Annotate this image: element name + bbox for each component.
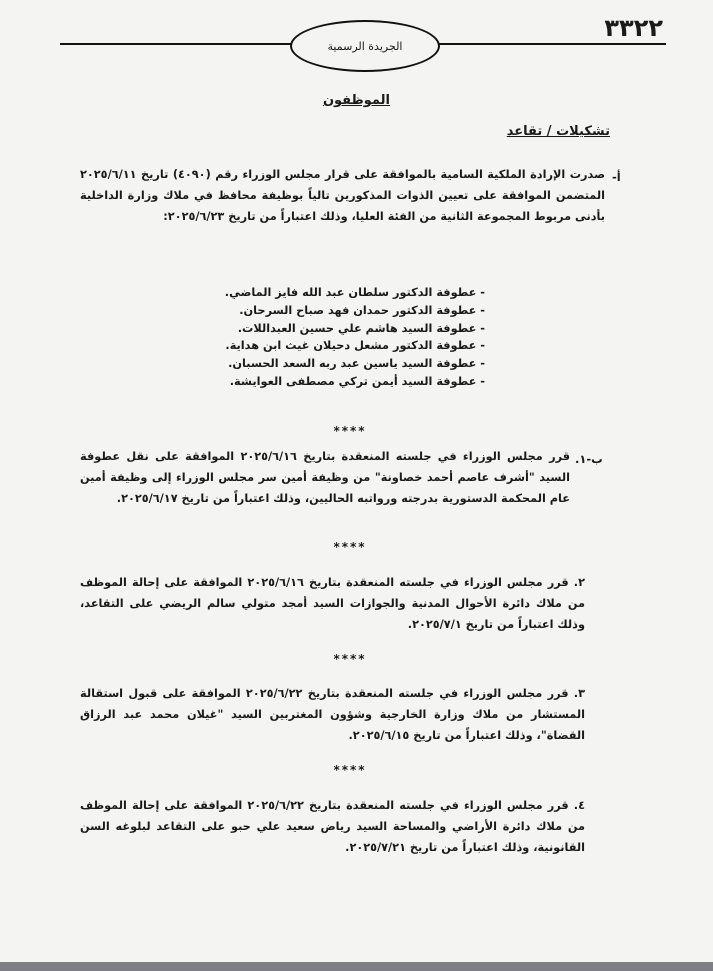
list-item: - عطوفة الدكتور سلطان عبد الله فايز الماضي. — [224, 286, 485, 299]
item-2-text: ٢. قرر مجلس الوزراء في جلسته المنعقدة بتاريخ ٢٠٢٥/٦/١٦ الموافقة على إحالة الموظف من ملاك دائرة الأحوال المدنية والجوازات السيد أمجد متولي سالم الريضي على التقاعد، وذلك اعتباراً من تاريخ ٢٠٢٥/٧/١. — [80, 576, 585, 631]
list-item: - عطوفة السيد هاشم علي حسين العبداللات. — [237, 321, 485, 335]
header-rule-left — [60, 43, 292, 45]
item-a-marker: أ- — [612, 170, 621, 184]
list-item: - عطوفة الدكتور مشعل دحيلان غيث ابن هداية. — [225, 339, 485, 353]
page-number: ٣٣٢٢ — [604, 14, 663, 42]
viewer-bottom-bar — [0, 962, 713, 971]
separator-stars: **** — [333, 424, 367, 438]
item-3-text: ٣. قرر مجلس الوزراء في جلسته المنعقدة بتاريخ ٢٠٢٥/٦/٢٢ الموافقة على قبول استقالة المستشار من ملاك وزارة الخارجية وشؤون المغتربين السيد "غيلان محمد عبد الرزاق القضاة"، وذلك اعتباراً من تاريخ ٢٠٢٥/٦/١٥. — [80, 687, 585, 742]
list-item: - عطوفة السيد أيمن تركي مصطفى العوايشة. — [229, 374, 485, 388]
gazette-emblem-oval — [290, 20, 440, 72]
item-4-text: ٤. قرر مجلس الوزراء في جلسته المنعقدة بتاريخ ٢٠٢٥/٦/٢٢ الموافقة على إحالة الموظف من ملاك دائرة الأراضي والمساحة السيد رياض سعيد علي حبو على التقاعد لبلوغه السن القانونية، وذلك اعتباراً من تاريخ ٢٠٢٥/٧/٢١. — [80, 799, 585, 854]
separator-stars: **** — [333, 763, 367, 777]
header-rule-right — [434, 43, 666, 45]
item-a-text: صدرت الإرادة الملكية السامية بالموافقة على قرار مجلس الوزراء رقم (٤٠٩٠) تاريخ ٢٠٢٥/٦/١١ المتضمن الموافقة على تعيين الذوات المذكورين تالياً بوظيفة محافظ في ملاك وزارة الداخلية بأدنى مربوط المجموعة الثانية من الفئة العليا، وذلك اعتباراً من تاريخ ٢٠٢٥/٦/٢٣: — [80, 168, 605, 223]
list-item: - عطوفة الدكتور حمدان فهد صباح السرحان. — [239, 303, 485, 317]
separator-stars: **** — [333, 652, 367, 666]
subsection-title: تشكيلات / تقاعد — [506, 124, 610, 139]
item-b1-marker: ب-١. — [575, 452, 603, 466]
section-title: الموظفون — [322, 93, 390, 108]
list-item: - عطوفة السيد ياسين عبد ربه السعد الحسبان. — [228, 357, 485, 371]
appointee-list — [150, 284, 485, 391]
separator-stars: **** — [333, 540, 367, 554]
gazette-label: الجريدة الرسمية — [327, 39, 403, 53]
item-b1-text: قرر مجلس الوزراء في جلسته المنعقدة بتاريخ ٢٠٢٥/٦/١٦ الموافقة على نقل عطوفة السيد "أشرف عاصم أحمد خصاونة" من وظيفة أمين سر مجلس الوزراء إلى وظيفة أمين عام المحكمة الدستورية بدرجته ورواتبه الحاليين، وذلك اعتباراً من تاريخ ٢٠٢٥/٦/١٧. — [80, 450, 570, 505]
